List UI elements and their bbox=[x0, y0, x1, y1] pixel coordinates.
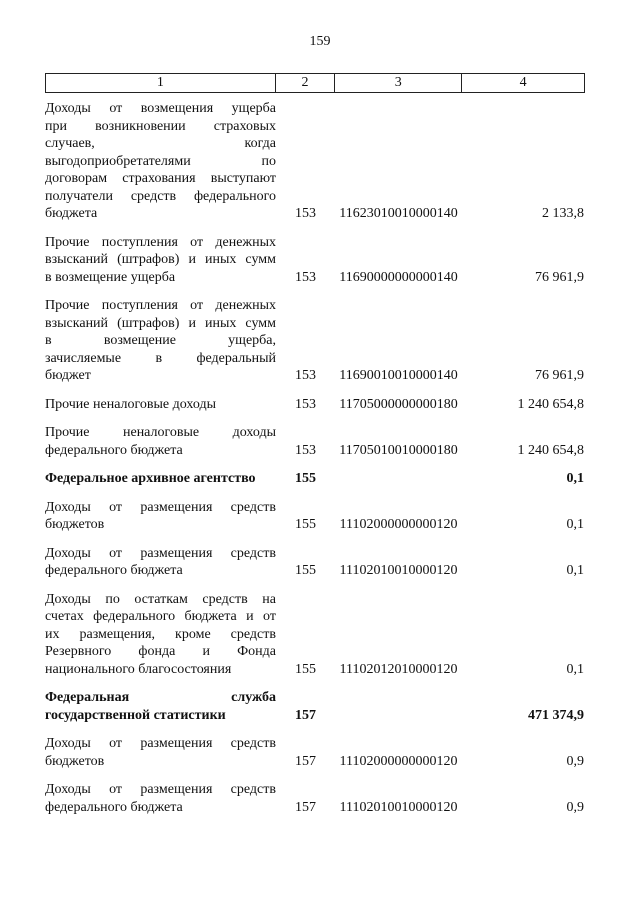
row-name-line: Резервного фонда и Фонда bbox=[45, 644, 276, 659]
revenue-row bbox=[45, 781, 585, 816]
row-name bbox=[45, 424, 276, 459]
row-name bbox=[45, 396, 276, 414]
row-code: 11690000000000140 bbox=[339, 269, 458, 285]
row-name bbox=[45, 297, 276, 385]
row-name-line: взысканий (штрафов) и иных сумм bbox=[45, 252, 276, 267]
row-name-line: бюджетов bbox=[45, 517, 105, 532]
row-name-line: Доходы по остаткам средств на bbox=[45, 591, 276, 607]
revenue-row bbox=[45, 396, 585, 414]
row-chapter: 153 bbox=[295, 396, 316, 412]
agency-row bbox=[45, 689, 585, 724]
row-amount: 1 240 654,8 bbox=[517, 442, 584, 458]
row-name bbox=[45, 545, 276, 580]
agency-row bbox=[45, 470, 585, 488]
column-header-1: 1 bbox=[46, 74, 276, 93]
row-name-line: государственной статистики bbox=[45, 707, 226, 723]
row-name bbox=[45, 735, 276, 770]
row-amount: 0,9 bbox=[566, 799, 584, 815]
page-number: 159 bbox=[309, 34, 331, 49]
row-amount: 0,9 bbox=[566, 753, 584, 769]
row-name-line: бюджет bbox=[45, 368, 91, 383]
row-name bbox=[45, 591, 276, 679]
row-amount: 0,1 bbox=[566, 563, 584, 578]
row-name-line: бюджетов bbox=[45, 753, 105, 769]
row-name bbox=[45, 689, 276, 724]
row-amount: 76 961,9 bbox=[535, 269, 584, 285]
row-name-line: получатели средств федерального bbox=[45, 188, 276, 204]
row-name-line: Доходы от возмещения ущерба bbox=[45, 101, 276, 116]
column-header-2: 2 bbox=[275, 74, 334, 93]
revenue-row bbox=[45, 297, 585, 385]
revenue-row bbox=[45, 499, 585, 534]
row-name-line: федерального бюджета bbox=[45, 563, 183, 578]
row-chapter: 155 bbox=[295, 471, 316, 486]
row-name-line: выгодоприобретателями по bbox=[45, 153, 276, 169]
row-code: 11690010010000140 bbox=[339, 368, 458, 383]
row-name-line: взысканий (штрафов) и иных сумм bbox=[45, 315, 276, 331]
row-name-line: в возмещение ущерба bbox=[45, 269, 176, 285]
row-chapter: 157 bbox=[295, 707, 316, 723]
row-name-line: Прочие поступления от денежных bbox=[45, 298, 276, 313]
row-chapter: 155 bbox=[295, 563, 316, 578]
row-name-line: Прочие неналоговые доходы bbox=[45, 425, 276, 440]
column-header-3: 3 bbox=[335, 74, 462, 93]
row-chapter: 153 bbox=[295, 442, 316, 458]
row-code: 11102000000000120 bbox=[339, 517, 458, 532]
row-name-line: Доходы от размещения средств bbox=[45, 499, 276, 515]
revenue-row bbox=[45, 424, 585, 459]
row-name-line: их размещения, кроме средств bbox=[45, 626, 276, 642]
row-code: 11102010010000120 bbox=[339, 563, 458, 578]
row-code: 11102010010000120 bbox=[339, 799, 458, 815]
row-amount: 0,1 bbox=[566, 471, 584, 486]
row-chapter: 157 bbox=[295, 799, 316, 815]
row-amount: 471 374,9 bbox=[528, 707, 584, 723]
row-amount: 2 133,8 bbox=[542, 206, 584, 221]
row-chapter: 155 bbox=[295, 661, 316, 677]
row-chapter: 153 bbox=[295, 269, 316, 285]
row-name-line: зачисляемые в федеральный bbox=[45, 350, 276, 366]
row-chapter: 155 bbox=[295, 517, 316, 532]
row-code: 11705010010000180 bbox=[339, 442, 458, 458]
row-name-line: договорам страхования выступают bbox=[45, 171, 276, 186]
revenue-row bbox=[45, 234, 585, 287]
row-name-line: национального благосостояния bbox=[45, 661, 232, 677]
row-name bbox=[45, 470, 276, 488]
column-header-4: 4 bbox=[462, 74, 585, 93]
revenue-rows bbox=[45, 100, 585, 827]
row-name-line: бюджета bbox=[45, 206, 98, 221]
revenue-row bbox=[45, 591, 585, 679]
row-name-line: счетах федерального бюджета и от bbox=[45, 609, 276, 624]
row-name-line: при возникновении страховых bbox=[45, 118, 276, 134]
column-header-row bbox=[46, 74, 585, 93]
row-code: 11102012010000120 bbox=[339, 661, 458, 677]
row-name-line: Федеральная служба bbox=[45, 690, 276, 705]
row-name-line: в возмещение ущерба, bbox=[45, 333, 276, 348]
row-name-line: Федеральное архивное агентство bbox=[45, 471, 256, 486]
revenue-row bbox=[45, 100, 585, 223]
row-name bbox=[45, 781, 276, 816]
row-chapter: 153 bbox=[295, 368, 316, 383]
row-name-line: федерального бюджета bbox=[45, 442, 183, 458]
row-code: 11623010010000140 bbox=[339, 206, 458, 221]
revenue-row bbox=[45, 545, 585, 580]
row-name-line: Доходы от размещения средств bbox=[45, 782, 276, 797]
row-chapter: 153 bbox=[295, 206, 316, 221]
row-amount: 1 240 654,8 bbox=[517, 396, 584, 412]
column-header-table bbox=[45, 73, 585, 93]
row-chapter: 157 bbox=[295, 753, 316, 769]
row-name-line: случаев, когда bbox=[45, 136, 276, 151]
row-amount: 0,1 bbox=[566, 661, 584, 677]
row-name bbox=[45, 234, 276, 287]
row-code: 11102000000000120 bbox=[339, 753, 458, 769]
row-name-line: Прочие неналоговые доходы bbox=[45, 396, 217, 412]
row-amount: 76 961,9 bbox=[535, 368, 584, 383]
row-amount: 0,1 bbox=[566, 517, 584, 532]
row-name-line: Доходы от размещения средств bbox=[45, 736, 276, 751]
row-name bbox=[45, 499, 276, 534]
row-name-line: Прочие поступления от денежных bbox=[45, 234, 276, 250]
row-name-line: Доходы от размещения средств bbox=[45, 545, 276, 561]
row-code: 11705000000000180 bbox=[339, 396, 458, 412]
row-name-line: федерального бюджета bbox=[45, 799, 183, 815]
revenue-row bbox=[45, 735, 585, 770]
row-name bbox=[45, 100, 276, 223]
